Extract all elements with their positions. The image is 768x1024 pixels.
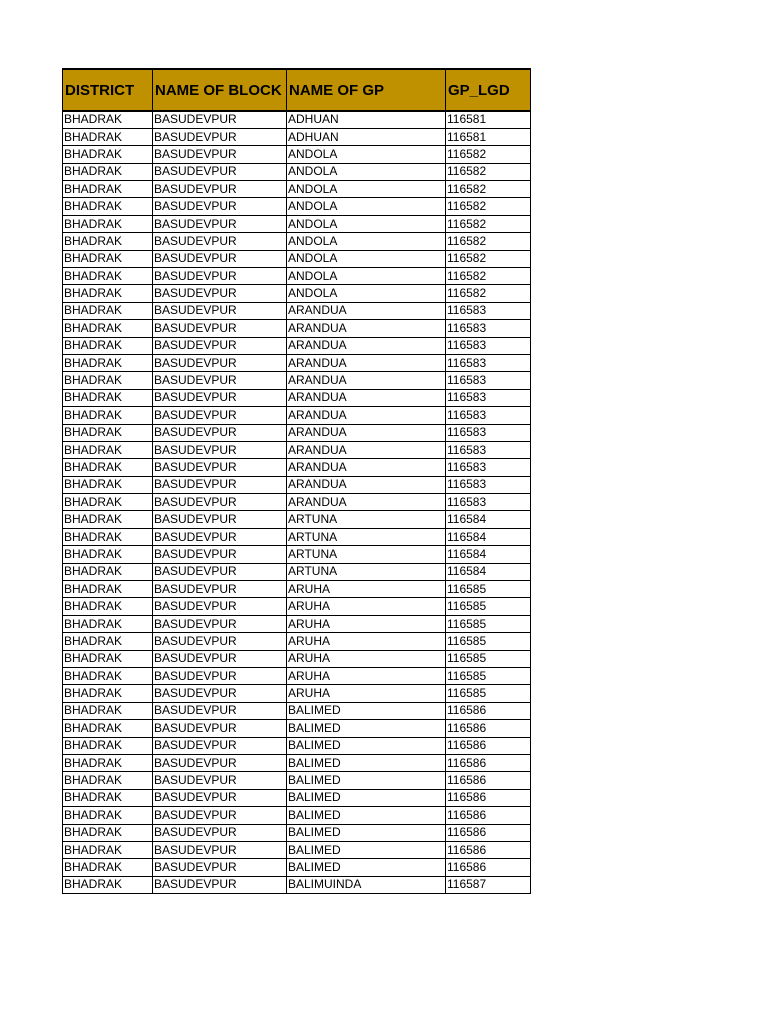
gp-lgd-cell: 116585 <box>446 685 531 702</box>
gp-lgd-cell: 116586 <box>446 807 531 824</box>
table-row <box>63 737 531 754</box>
gp-lgd-cell: 116583 <box>446 441 531 458</box>
district-cell: BHADRAK <box>63 841 153 858</box>
table-row <box>63 181 531 198</box>
district-cell: BHADRAK <box>63 337 153 354</box>
table-row <box>63 841 531 858</box>
table-row <box>63 128 531 145</box>
gp-cell: BALIMED <box>287 754 446 771</box>
gp-lgd-cell: 116583 <box>446 302 531 319</box>
table-row <box>63 685 531 702</box>
district-cell: BHADRAK <box>63 581 153 598</box>
block-cell: BASUDEVPUR <box>153 250 287 267</box>
table-row <box>63 215 531 232</box>
district-cell: BHADRAK <box>63 876 153 893</box>
table-row <box>63 250 531 267</box>
table-row <box>63 528 531 545</box>
district-cell: BHADRAK <box>63 128 153 145</box>
gp-cell: BALIMED <box>287 841 446 858</box>
block-cell: BASUDEVPUR <box>153 233 287 250</box>
gp-cell: ARANDUA <box>287 494 446 511</box>
gp-cell: BALIMED <box>287 789 446 806</box>
block-cell: BASUDEVPUR <box>153 285 287 302</box>
table-row <box>63 824 531 841</box>
district-cell: BHADRAK <box>63 546 153 563</box>
table-row <box>63 302 531 319</box>
table-row <box>63 163 531 180</box>
gp-lgd-cell: 116583 <box>446 494 531 511</box>
column-header-gp: NAME OF GP <box>287 69 446 111</box>
gp-cell: ANDOLA <box>287 146 446 163</box>
gp-cell: ANDOLA <box>287 250 446 267</box>
gp-cell: ARTUNA <box>287 511 446 528</box>
block-cell: BASUDEVPUR <box>153 494 287 511</box>
district-cell: BHADRAK <box>63 598 153 615</box>
gp-lgd-cell: 116583 <box>446 389 531 406</box>
gp-lgd-cell: 116581 <box>446 111 531 128</box>
gp-lgd-cell: 116582 <box>446 181 531 198</box>
gp-cell: BALIMED <box>287 737 446 754</box>
gp-lgd-cell: 116585 <box>446 598 531 615</box>
column-header-district: DISTRICT <box>63 69 153 111</box>
block-cell: BASUDEVPUR <box>153 546 287 563</box>
district-cell: BHADRAK <box>63 215 153 232</box>
gp-cell: ARTUNA <box>287 563 446 580</box>
table-row <box>63 268 531 285</box>
block-cell: BASUDEVPUR <box>153 372 287 389</box>
district-cell: BHADRAK <box>63 789 153 806</box>
gp-cell: ARUHA <box>287 668 446 685</box>
block-cell: BASUDEVPUR <box>153 581 287 598</box>
district-cell: BHADRAK <box>63 198 153 215</box>
block-cell: BASUDEVPUR <box>153 824 287 841</box>
block-cell: BASUDEVPUR <box>153 598 287 615</box>
district-cell: BHADRAK <box>63 285 153 302</box>
district-cell: BHADRAK <box>63 824 153 841</box>
district-cell: BHADRAK <box>63 633 153 650</box>
gp-lgd-cell: 116584 <box>446 546 531 563</box>
table-row <box>63 702 531 719</box>
district-cell: BHADRAK <box>63 233 153 250</box>
gp-cell: ARUHA <box>287 685 446 702</box>
gp-cell: ANDOLA <box>287 268 446 285</box>
table-row <box>63 563 531 580</box>
block-cell: BASUDEVPUR <box>153 615 287 632</box>
table-row <box>63 372 531 389</box>
block-cell: BASUDEVPUR <box>153 511 287 528</box>
gp-cell: ARUHA <box>287 598 446 615</box>
gp-lgd-cell: 116582 <box>446 250 531 267</box>
block-cell: BASUDEVPUR <box>153 337 287 354</box>
gp-cell: BALIMED <box>287 702 446 719</box>
gp-cell: ARUHA <box>287 633 446 650</box>
district-cell: BHADRAK <box>63 511 153 528</box>
district-cell: BHADRAK <box>63 320 153 337</box>
table-row <box>63 476 531 493</box>
table-row <box>63 720 531 737</box>
column-header-block: NAME OF BLOCK <box>153 69 287 111</box>
district-cell: BHADRAK <box>63 389 153 406</box>
gp-cell: ARUHA <box>287 615 446 632</box>
district-cell: BHADRAK <box>63 754 153 771</box>
block-cell: BASUDEVPUR <box>153 111 287 128</box>
gp-cell: ARTUNA <box>287 546 446 563</box>
gp-lgd-cell: 116583 <box>446 407 531 424</box>
block-cell: BASUDEVPUR <box>153 181 287 198</box>
gp-cell: ARANDUA <box>287 337 446 354</box>
block-cell: BASUDEVPUR <box>153 807 287 824</box>
block-cell: BASUDEVPUR <box>153 633 287 650</box>
district-cell: BHADRAK <box>63 146 153 163</box>
district-cell: BHADRAK <box>63 302 153 319</box>
table-row <box>63 459 531 476</box>
gp-lgd-cell: 116584 <box>446 511 531 528</box>
district-cell: BHADRAK <box>63 615 153 632</box>
table-row <box>63 668 531 685</box>
header-row <box>63 69 531 111</box>
district-cell: BHADRAK <box>63 268 153 285</box>
table-row <box>63 650 531 667</box>
gp-lgd-cell: 116586 <box>446 720 531 737</box>
district-cell: BHADRAK <box>63 859 153 876</box>
gp-lgd-cell: 116584 <box>446 563 531 580</box>
block-cell: BASUDEVPUR <box>153 737 287 754</box>
gp-lgd-cell: 116583 <box>446 476 531 493</box>
block-cell: BASUDEVPUR <box>153 389 287 406</box>
district-cell: BHADRAK <box>63 181 153 198</box>
gp-cell: BALIMED <box>287 720 446 737</box>
gp-lgd-cell: 116586 <box>446 754 531 771</box>
table-row <box>63 146 531 163</box>
gp-lgd-cell: 116583 <box>446 337 531 354</box>
gp-cell: ANDOLA <box>287 163 446 180</box>
block-cell: BASUDEVPUR <box>153 841 287 858</box>
gp-cell: ARANDUA <box>287 372 446 389</box>
block-cell: BASUDEVPUR <box>153 772 287 789</box>
table-row <box>63 876 531 893</box>
district-cell: BHADRAK <box>63 528 153 545</box>
gp-lgd-cell: 116585 <box>446 581 531 598</box>
gp-lgd-cell: 116583 <box>446 424 531 441</box>
gp-cell: ARANDUA <box>287 424 446 441</box>
block-cell: BASUDEVPUR <box>153 407 287 424</box>
district-cell: BHADRAK <box>63 563 153 580</box>
block-cell: BASUDEVPUR <box>153 320 287 337</box>
district-cell: BHADRAK <box>63 459 153 476</box>
block-cell: BASUDEVPUR <box>153 685 287 702</box>
table-row <box>63 754 531 771</box>
table-row <box>63 772 531 789</box>
table-row <box>63 111 531 128</box>
table-row <box>63 807 531 824</box>
district-cell: BHADRAK <box>63 476 153 493</box>
block-cell: BASUDEVPUR <box>153 302 287 319</box>
column-header-gp-lgd: GP_LGD <box>446 69 531 111</box>
district-cell: BHADRAK <box>63 702 153 719</box>
gp-cell: ARANDUA <box>287 354 446 371</box>
table-body <box>63 111 531 894</box>
district-cell: BHADRAK <box>63 720 153 737</box>
table-row <box>63 494 531 511</box>
table-row <box>63 424 531 441</box>
gp-cell: ARANDUA <box>287 389 446 406</box>
gp-cell: ANDOLA <box>287 215 446 232</box>
district-cell: BHADRAK <box>63 163 153 180</box>
table-row <box>63 859 531 876</box>
table-row <box>63 511 531 528</box>
gp-lgd-cell: 116583 <box>446 459 531 476</box>
gp-lgd-cell: 116583 <box>446 320 531 337</box>
district-cell: BHADRAK <box>63 354 153 371</box>
district-cell: BHADRAK <box>63 737 153 754</box>
district-cell: BHADRAK <box>63 650 153 667</box>
table-row <box>63 285 531 302</box>
gp-cell: ANDOLA <box>287 181 446 198</box>
gp-cell: ANDOLA <box>287 285 446 302</box>
block-cell: BASUDEVPUR <box>153 876 287 893</box>
gp-lgd-cell: 116582 <box>446 285 531 302</box>
gp-lgd-cell: 116586 <box>446 737 531 754</box>
block-cell: BASUDEVPUR <box>153 441 287 458</box>
gp-cell: BALIMUINDA <box>287 876 446 893</box>
gp-lgd-cell: 116582 <box>446 146 531 163</box>
gp-lgd-cell: 116582 <box>446 163 531 180</box>
table-row <box>63 389 531 406</box>
table-row <box>63 198 531 215</box>
district-cell: BHADRAK <box>63 807 153 824</box>
district-cell: BHADRAK <box>63 407 153 424</box>
gp-lgd-cell: 116582 <box>446 233 531 250</box>
gp-cell: ARANDUA <box>287 407 446 424</box>
block-cell: BASUDEVPUR <box>153 668 287 685</box>
block-cell: BASUDEVPUR <box>153 128 287 145</box>
gp-cell: ARANDUA <box>287 476 446 493</box>
block-cell: BASUDEVPUR <box>153 754 287 771</box>
gp-lgd-cell: 116582 <box>446 215 531 232</box>
block-cell: BASUDEVPUR <box>153 859 287 876</box>
district-cell: BHADRAK <box>63 668 153 685</box>
table-row <box>63 598 531 615</box>
gp-lgd-cell: 116585 <box>446 668 531 685</box>
gp-lgd-cell: 116584 <box>446 528 531 545</box>
gp-cell: ARANDUA <box>287 302 446 319</box>
gp-lgd-cell: 116585 <box>446 615 531 632</box>
gp-cell: ARANDUA <box>287 459 446 476</box>
gp-lgd-cell: 116587 <box>446 876 531 893</box>
table-row <box>63 581 531 598</box>
table-row <box>63 354 531 371</box>
gp-cell: ARANDUA <box>287 441 446 458</box>
district-cell: BHADRAK <box>63 424 153 441</box>
gp-cell: ADHUAN <box>287 128 446 145</box>
district-cell: BHADRAK <box>63 494 153 511</box>
block-cell: BASUDEVPUR <box>153 198 287 215</box>
table-row <box>63 233 531 250</box>
table-row <box>63 320 531 337</box>
gp-cell: BALIMED <box>287 824 446 841</box>
block-cell: BASUDEVPUR <box>153 702 287 719</box>
district-cell: BHADRAK <box>63 772 153 789</box>
block-cell: BASUDEVPUR <box>153 163 287 180</box>
gp-cell: BALIMED <box>287 807 446 824</box>
table-row <box>63 789 531 806</box>
block-cell: BASUDEVPUR <box>153 146 287 163</box>
gp-lgd-cell: 116586 <box>446 824 531 841</box>
table-header <box>63 69 531 111</box>
block-cell: BASUDEVPUR <box>153 528 287 545</box>
gp-lgd-cell: 116585 <box>446 650 531 667</box>
table-row <box>63 546 531 563</box>
block-cell: BASUDEVPUR <box>153 563 287 580</box>
gp-cell: ARTUNA <box>287 528 446 545</box>
gp-lgd-cell: 116582 <box>446 198 531 215</box>
gp-cell: ARUHA <box>287 650 446 667</box>
block-cell: BASUDEVPUR <box>153 459 287 476</box>
block-cell: BASUDEVPUR <box>153 354 287 371</box>
spreadsheet-page <box>62 68 530 894</box>
block-cell: BASUDEVPUR <box>153 476 287 493</box>
gp-lgd-cell: 116581 <box>446 128 531 145</box>
gp-lgd-cell: 116583 <box>446 372 531 389</box>
gp-cell: ANDOLA <box>287 198 446 215</box>
block-cell: BASUDEVPUR <box>153 268 287 285</box>
gp-lgd-cell: 116586 <box>446 789 531 806</box>
district-cell: BHADRAK <box>63 250 153 267</box>
table-row <box>63 337 531 354</box>
block-cell: BASUDEVPUR <box>153 789 287 806</box>
block-cell: BASUDEVPUR <box>153 650 287 667</box>
block-cell: BASUDEVPUR <box>153 215 287 232</box>
district-cell: BHADRAK <box>63 685 153 702</box>
gp-cell: BALIMED <box>287 859 446 876</box>
gp-cell: ARANDUA <box>287 320 446 337</box>
gp-lgd-cell: 116586 <box>446 859 531 876</box>
district-cell: BHADRAK <box>63 372 153 389</box>
gp-cell: ANDOLA <box>287 233 446 250</box>
gp-cell: ADHUAN <box>287 111 446 128</box>
district-cell: BHADRAK <box>63 111 153 128</box>
table-row <box>63 615 531 632</box>
block-cell: BASUDEVPUR <box>153 424 287 441</box>
gp-cell: ARUHA <box>287 581 446 598</box>
gp-lgd-cell: 116582 <box>446 268 531 285</box>
gp-lgd-cell: 116586 <box>446 772 531 789</box>
gp-lgd-cell: 116585 <box>446 633 531 650</box>
table-row <box>63 633 531 650</box>
table-row <box>63 407 531 424</box>
gp-cell: BALIMED <box>287 772 446 789</box>
gp-lgd-cell: 116586 <box>446 841 531 858</box>
gp-lgd-cell: 116583 <box>446 354 531 371</box>
block-cell: BASUDEVPUR <box>153 720 287 737</box>
district-cell: BHADRAK <box>63 441 153 458</box>
table-row <box>63 441 531 458</box>
gp-table <box>62 68 531 894</box>
gp-lgd-cell: 116586 <box>446 702 531 719</box>
